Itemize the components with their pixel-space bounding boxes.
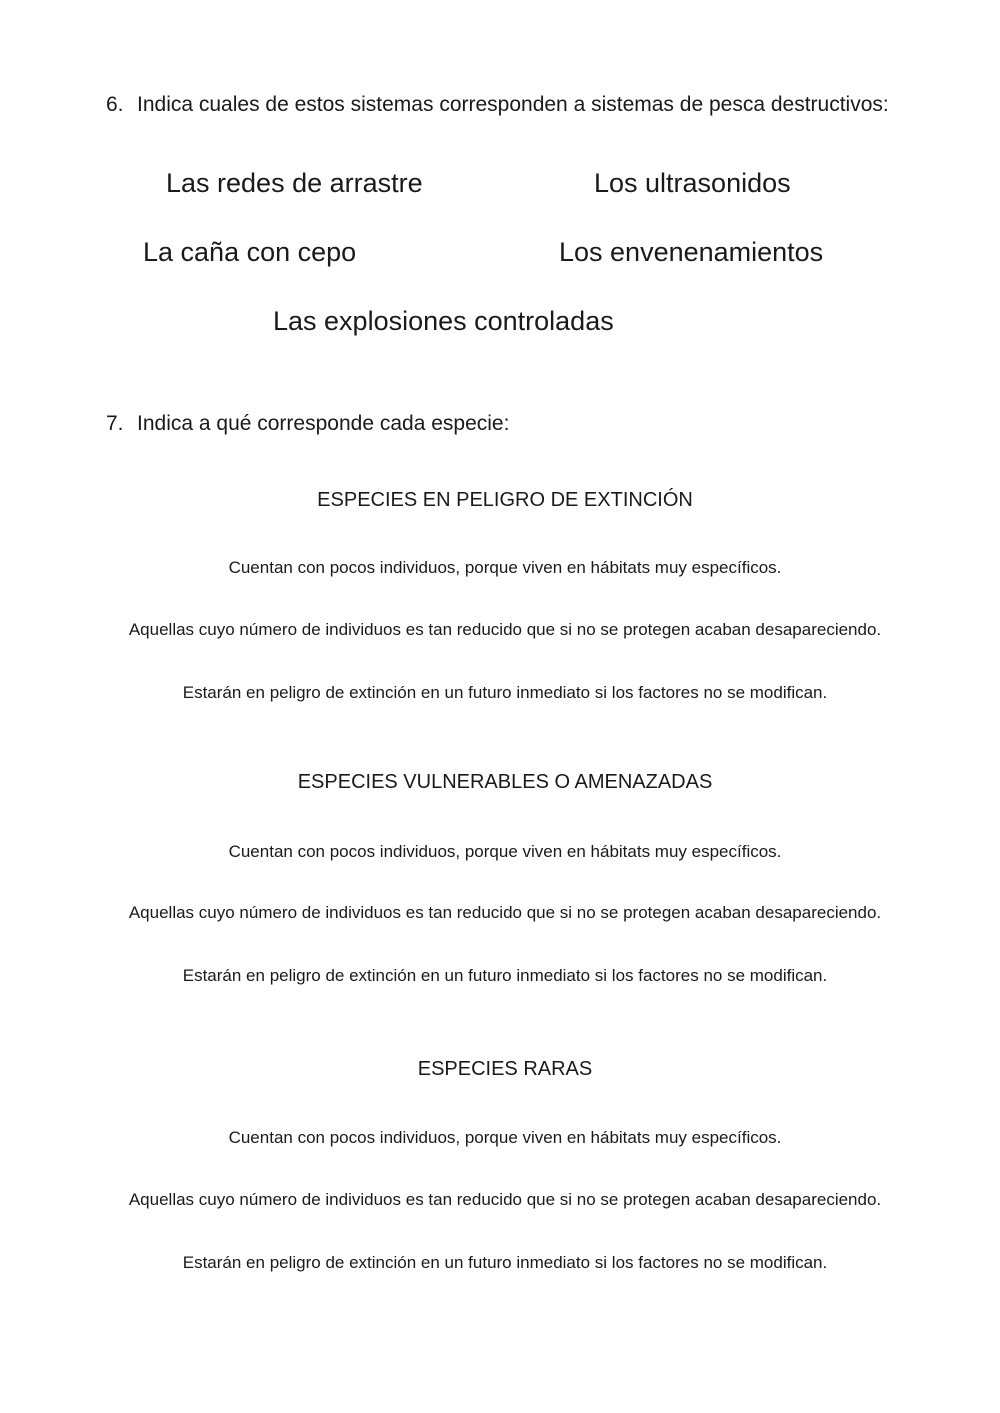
group-heading-peligro-extincion: ESPECIES EN PELIGRO DE EXTINCIÓN	[317, 489, 693, 511]
option-envenenamientos[interactable]: Los envenenamientos	[559, 237, 824, 267]
question-6-text: Indica cuales de estos sistemas corresponden a sistemas de pesca destructivos:	[137, 93, 889, 116]
choice-raras-futuro[interactable]: Estarán en peligro de extinción en un futuro inmediato si los factores no se modifican.	[182, 1253, 828, 1272]
question-7-number: 7.	[106, 412, 124, 435]
option-redes-de-arrastre[interactable]: Las redes de arrastre	[166, 168, 423, 198]
choice-peligro-pocos-individuos[interactable]: Cuentan con pocos individuos, porque viven en hábitats muy específicos.	[228, 558, 782, 577]
choice-raras-pocos-individuos[interactable]: Cuentan con pocos individuos, porque viven en hábitats muy específicos.	[228, 1128, 782, 1147]
choice-vulnerables-reducido[interactable]: Aquellas cuyo número de individuos es tan reducido que si no se protegen acaban desapareciendo.	[128, 903, 882, 922]
choice-vulnerables-pocos-individuos[interactable]: Cuentan con pocos individuos, porque viven en hábitats muy específicos.	[228, 842, 782, 861]
option-explosiones-controladas[interactable]: Las explosiones controladas	[273, 306, 614, 336]
group-heading-raras: ESPECIES RARAS	[417, 1058, 593, 1080]
question-6-number: 6.	[106, 93, 124, 116]
choice-peligro-futuro[interactable]: Estarán en peligro de extinción en un futuro inmediato si los factores no se modifican.	[182, 683, 828, 702]
choice-vulnerables-futuro[interactable]: Estarán en peligro de extinción en un futuro inmediato si los factores no se modifican.	[182, 966, 828, 985]
option-cana-con-cepo[interactable]: La caña con cepo	[143, 237, 357, 267]
group-heading-vulnerables: ESPECIES VULNERABLES O AMENAZADAS	[297, 771, 713, 793]
question-7-text: Indica a qué corresponde cada especie:	[137, 412, 510, 435]
choice-peligro-reducido[interactable]: Aquellas cuyo número de individuos es tan reducido que si no se protegen acaban desapareciendo.	[128, 620, 882, 639]
choice-raras-reducido[interactable]: Aquellas cuyo número de individuos es tan reducido que si no se protegen acaban desapareciendo.	[128, 1190, 882, 1209]
option-ultrasonidos[interactable]: Los ultrasonidos	[594, 168, 791, 198]
